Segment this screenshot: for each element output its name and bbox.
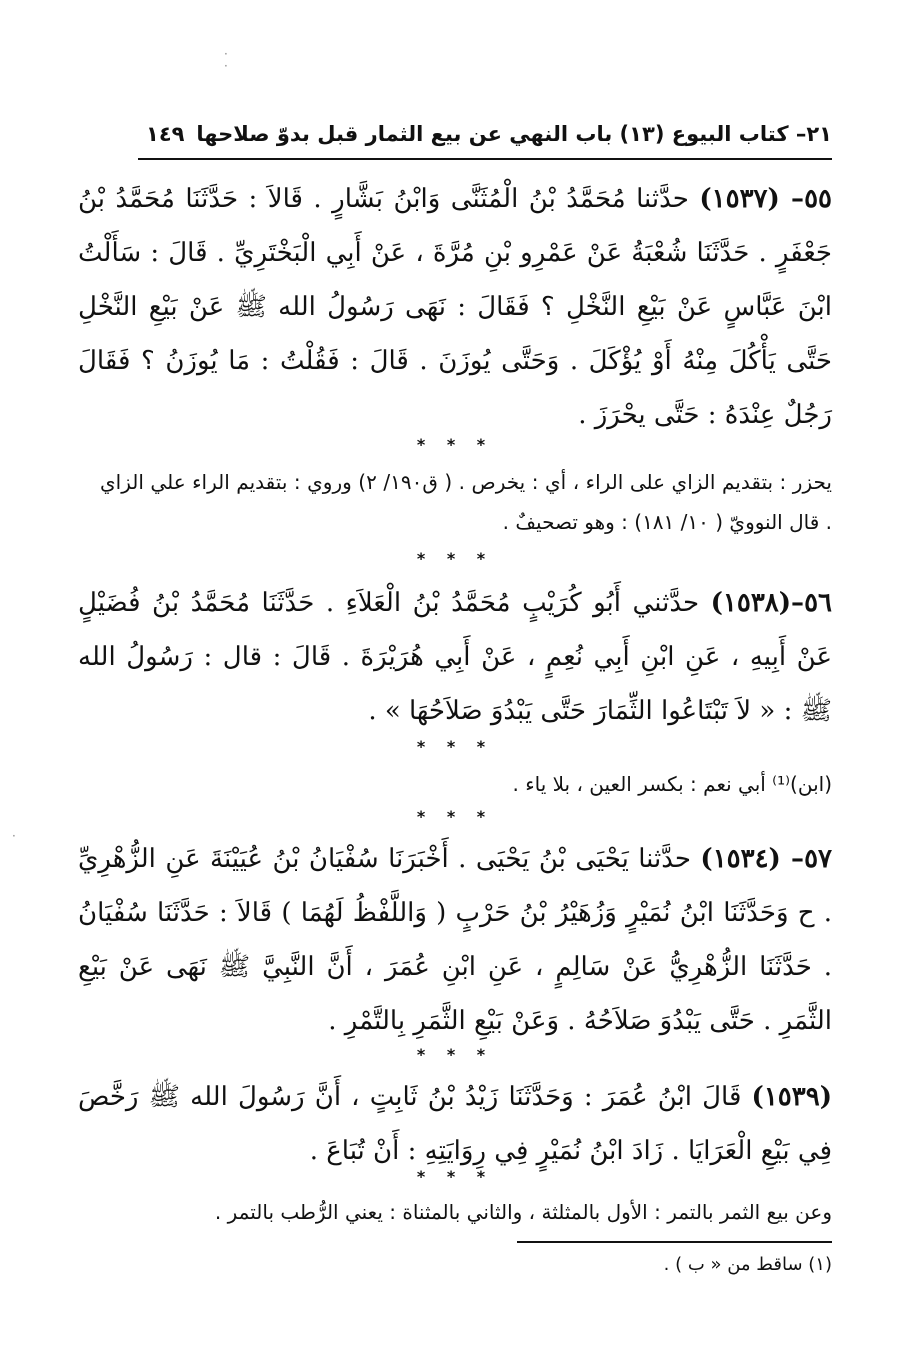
separator-stars: * * * bbox=[416, 807, 494, 826]
hadith-1539 bbox=[78, 1070, 832, 1178]
hadith-number: ٥٦–(١٥٣٨) bbox=[710, 588, 832, 618]
commentary-note bbox=[100, 462, 832, 542]
hadith-55 bbox=[78, 172, 832, 442]
scan-speck: · · bbox=[224, 47, 228, 73]
hadith-text: حدَّثنا مُحَمَّدُ بْنُ الْمُثَنَّى وَابْنُ بَشَّارٍ . قَالاَ : حَدَّثَنَا مُحَمَّدُ بْنُ جَعْفَرٍ . حَدَّثَنَا شُعْبَةُ عَنْ عَمْرِو بْنِ مُرَّةَ ، عَنْ أَبِي الْبَخْتَرِيِّ . قَالَ : سَأَلْتُ ابْنَ عَبَّاسٍ عَنْ بَيْعِ النَّخْلِ ؟ فَقَالَ : نَهَى رَسُولُ الله ﷺ عَنْ بَيْعِ النَّخْلِ حَتَّى يَأْكُلَ مِنْهُ أَوْ يُؤْكَلَ . وَحَتَّى يُوزَنَ . قَالَ : فَقُلْتُ : مَا يُوزَنُ ؟ فَقَالَ رَجُلٌ عِنْدَهُ : حَتَّى يحْرَزَ . bbox=[78, 184, 832, 430]
hadith-56 bbox=[78, 576, 832, 738]
note-text: يحزر : بتقديم الزاي على الراء ، أي : يخرص . ( ق١٩٠/ ٢) وروي : بتقديم الراء علي الزاي . قال النوويّ ( ١٠/ ١٨١) : وهو تصحيفٌ . bbox=[100, 470, 832, 534]
hadith-text: قَالَ ابْنُ عُمَرَ : وَحَدَّثَنَا زَيْدُ بْنُ ثَابِتٍ ، أَنَّ رَسُولَ الله ﷺ رَخَّصَ فِي بَيْعِ الْعَرَايَا . زَادَ ابْنُ نُمَيْرٍ فِي رِوَايَتِهِ : أَنْ تُبَاعَ . bbox=[78, 1082, 832, 1166]
hadith-57 bbox=[78, 832, 832, 1048]
separator-stars: * * * bbox=[416, 737, 494, 756]
hadith-text: حدَّثني أَبُو كُرَيْبٍ مُحَمَّدُ بْنُ الْعَلاَءِ . حَدَّثَنَا مُحَمَّدُ بْنُ فُضَيْلٍ عَنْ أَبِيهِ ، عَنِ ابْنِ أَبِي نُعِمٍ ، عَنْ أَبِي هُرَيْرَةَ . قَالَ : قال : رَسُولُ الله ﷺ : « لاَ تَبْتَاعُوا الثِّمَارَ حَتَّى يَبْدُوَ صَلاَحُهَا » . bbox=[78, 588, 832, 726]
commentary-note bbox=[100, 764, 832, 804]
footnote-divider bbox=[517, 1241, 832, 1243]
note-text: وعن بيع الثمر بالتمر : الأول بالمثلثة ، والثاني بالمثناة : يعني الرُّطب بالتمر . bbox=[214, 1200, 832, 1224]
hadith-number: (١٥٣٩) bbox=[751, 1082, 832, 1112]
hadith-number: ٥٥– (١٥٣٧) bbox=[699, 184, 832, 214]
separator-stars: * * * bbox=[416, 1167, 494, 1186]
scan-speck: · bbox=[12, 829, 16, 843]
chapter-title: ٢١– كتاب البيوع (١٣) باب النهي عن بيع الثمار قبل بدوّ صلاحها bbox=[196, 122, 832, 146]
separator-stars: * * * bbox=[416, 1045, 494, 1064]
footnote-text: (١) ساقط من « ب ) . bbox=[663, 1254, 832, 1275]
running-header bbox=[138, 118, 832, 160]
separator-stars: * * * bbox=[416, 435, 494, 454]
hadith-number: ٥٧– (١٥٣٤) bbox=[700, 844, 832, 874]
note-text: (ابن)⁽¹⁾ أبي نعم : بكسر العين ، بلا ياء . bbox=[512, 772, 832, 796]
footnote bbox=[332, 1250, 832, 1280]
page-number: ١٤٩ bbox=[146, 122, 185, 146]
hadith-text: حدَّثنا يَحْيَى بْنُ يَحْيَى . أَخْبَرَنَا سُفْيَانُ بْنُ عُيَيْنَةَ عَنِ الزُّهْرِيِّ . ح وَحَدَّثَنَا ابْنُ نُمَيْرٍ وَزُهَيْرُ بْنُ حَرْبٍ ( وَاللَّفْظُ لَهُمَا ) قَالاَ : حَدَّثَنَا سُفْيَانُ . حَدَّثَنَا الزُّهْرِيُّ عَنْ سَالِمٍ ، عَنِ ابْنِ عُمَرَ ، أَنَّ النَّبِيَّ ﷺ نَهَى عَنْ بَيْعِ الثَّمَرِ . حَتَّى يَبْدُوَ صَلاَحُهُ . وَعَنْ بَيْعِ الثَّمَرِ بِالتَّمْرِ . bbox=[78, 844, 832, 1036]
separator-stars: * * * bbox=[416, 549, 494, 568]
commentary-note bbox=[100, 1192, 832, 1232]
